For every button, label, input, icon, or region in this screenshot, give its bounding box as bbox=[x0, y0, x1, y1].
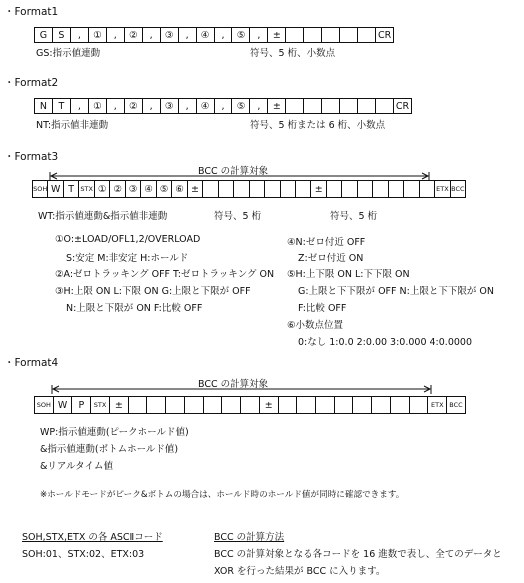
ascii-heading: SOH,STX,ETX の各 ASCⅡコード bbox=[22, 532, 163, 543]
format1-cell: ② bbox=[125, 28, 143, 42]
format3-cell: STX bbox=[79, 181, 94, 197]
format2-cell: ③ bbox=[161, 99, 179, 113]
format4-cell bbox=[166, 397, 185, 413]
format3-note-11: ⑥小数点位置 bbox=[287, 320, 344, 331]
format4-cell bbox=[204, 397, 223, 413]
format1-cell: ± bbox=[268, 28, 286, 42]
format1-frame bbox=[34, 27, 394, 43]
format3-cell: ± bbox=[311, 181, 326, 197]
format1-cell bbox=[286, 28, 304, 42]
format4-cell bbox=[391, 397, 410, 413]
format2-cell: , bbox=[71, 99, 89, 113]
format3-frame bbox=[32, 180, 466, 198]
format2-cell: , bbox=[215, 99, 233, 113]
format1-cell: G bbox=[35, 28, 53, 42]
format1-cell bbox=[340, 28, 358, 42]
format3-cell: ⑤ bbox=[157, 181, 172, 197]
format3-cell: W bbox=[48, 181, 63, 197]
format4-cell: ETX bbox=[428, 397, 447, 413]
format2-title: ・Format2 bbox=[4, 77, 59, 89]
format1-cell: , bbox=[215, 28, 233, 42]
format2-cell bbox=[358, 99, 376, 113]
format1-cell: , bbox=[179, 28, 197, 42]
format1-title: ・Format1 bbox=[4, 6, 59, 18]
format3-cell: ETX bbox=[435, 181, 450, 197]
format3-cell: ④ bbox=[141, 181, 156, 197]
format1-desc-right: 符号、5 桁、小数点 bbox=[250, 48, 336, 59]
format3-cell bbox=[420, 181, 435, 197]
format3-cell: ⑥ bbox=[172, 181, 187, 197]
format3-cell bbox=[265, 181, 280, 197]
format3-cell bbox=[389, 181, 404, 197]
format4-cell bbox=[129, 397, 148, 413]
format3-note-1: ①O:±LOAD/OFL1,2/OVERLOAD bbox=[55, 234, 201, 245]
ascii-values: SOH:01、STX:02、ETX:03 bbox=[22, 549, 145, 560]
format1-cell: , bbox=[107, 28, 125, 42]
format4-cell: STX bbox=[91, 397, 110, 413]
format1-cell: , bbox=[250, 28, 268, 42]
format2-cell: ④ bbox=[197, 99, 215, 113]
format2-cell: ± bbox=[268, 99, 286, 113]
format4-cell bbox=[185, 397, 204, 413]
format2-cell: , bbox=[143, 99, 161, 113]
format1-cell: ④ bbox=[197, 28, 215, 42]
format4-cell bbox=[297, 397, 316, 413]
format1-cell bbox=[304, 28, 322, 42]
format3-cell bbox=[281, 181, 296, 197]
format4-cell bbox=[147, 397, 166, 413]
format3-note-9: G:上限と下下限が OFF N:上限と下下限が ON bbox=[298, 286, 494, 297]
format4-bcc-label: BCC の計算対象 bbox=[198, 379, 269, 390]
format4-cell bbox=[316, 397, 335, 413]
format2-frame bbox=[34, 98, 412, 114]
format3-note-6: ④N:ゼロ付近 OFF bbox=[287, 237, 366, 248]
format3-cell bbox=[219, 181, 234, 197]
format3-cell: SOH bbox=[33, 181, 48, 197]
format2-cell: ⑤ bbox=[232, 99, 250, 113]
format3-cell: ③ bbox=[126, 181, 141, 197]
format4-note-3: &リアルタイム値 bbox=[40, 461, 113, 472]
format1-cell: ⑤ bbox=[232, 28, 250, 42]
format3-cell bbox=[327, 181, 342, 197]
format4-cell bbox=[353, 397, 372, 413]
format4-note-1: WP:指示値連動(ピークホールド値) bbox=[40, 427, 189, 438]
format2-cell bbox=[286, 99, 304, 113]
format3-title: ・Format3 bbox=[4, 151, 59, 163]
format3-note-2: S:安定 M:非安定 H:ホールド bbox=[66, 253, 189, 264]
format1-desc-left: GS:指示値連動 bbox=[36, 48, 101, 59]
format3-note-5: N:上限と下限が ON F:比較 OFF bbox=[66, 303, 203, 314]
format4-footnote: ※ホールドモードがピーク&ボトムの場合は、ホールド時のホールド値が同時に確認できます。 bbox=[40, 490, 405, 500]
format3-cell bbox=[404, 181, 419, 197]
format3-cell: ② bbox=[110, 181, 125, 197]
format2-cell: CR bbox=[395, 100, 410, 112]
format3-bcc-label: BCC の計算対象 bbox=[198, 166, 269, 177]
format3-desc-right: 符号、5 桁 bbox=[330, 211, 378, 222]
format3-cell bbox=[250, 181, 265, 197]
format2-cell bbox=[340, 99, 358, 113]
bcc-method-line-2: XOR を行った結果が BCC に入ります。 bbox=[214, 566, 386, 577]
format1-cell: , bbox=[143, 28, 161, 42]
format2-cell bbox=[322, 99, 340, 113]
format1-cell bbox=[358, 28, 376, 42]
format3-note-12: 0:なし 1:0.0 2:0.00 3:0.000 4:0.0000 bbox=[298, 337, 473, 348]
format3-cell bbox=[234, 181, 249, 197]
format3-cell bbox=[296, 181, 311, 197]
format2-cell: ② bbox=[125, 99, 143, 113]
format3-note-10: F:比較 OFF bbox=[298, 303, 347, 314]
format4-cell: W bbox=[54, 397, 73, 413]
format4-cell bbox=[335, 397, 354, 413]
format4-bcc-range-arrow bbox=[52, 385, 432, 395]
format2-cell: T bbox=[53, 99, 71, 113]
format3-note-8: ⑤H:上下限 ON L:下下限 ON bbox=[287, 269, 410, 280]
format3-cell: BCC bbox=[451, 185, 465, 193]
format4-cell: SOH bbox=[35, 397, 54, 413]
format3-cell: ① bbox=[95, 181, 110, 197]
format3-cell bbox=[342, 181, 357, 197]
format4-note-2: &指示値連動(ボトムホールド値) bbox=[40, 444, 179, 455]
format4-cell: ± bbox=[110, 397, 129, 413]
format2-cell: N bbox=[35, 99, 53, 113]
format1-cell: , bbox=[71, 28, 89, 42]
format2-desc-left: NT:指示値非連動 bbox=[36, 120, 109, 131]
format2-cell: , bbox=[179, 99, 197, 113]
format1-cell: ① bbox=[89, 28, 107, 42]
format4-cell: ± bbox=[260, 397, 279, 413]
bcc-method-heading: BCC の計算方法 bbox=[214, 532, 285, 543]
format4-cell bbox=[372, 397, 391, 413]
format4-cell: P bbox=[72, 397, 91, 413]
format3-note-3: ②A:ゼロトラッキング OFF T:ゼロトラッキング ON bbox=[55, 269, 275, 280]
format3-desc-mid: 符号、5 桁 bbox=[214, 211, 262, 222]
format2-cell bbox=[304, 99, 322, 113]
format4-cell bbox=[241, 397, 260, 413]
format3-cell bbox=[373, 181, 388, 197]
format2-desc-right: 符号、5 桁または 6 桁、小数点 bbox=[250, 120, 386, 131]
format3-note-4: ③H:上限 ON L:下限 ON G:上限と下限が OFF bbox=[55, 286, 251, 297]
format4-frame bbox=[34, 396, 466, 414]
format4-title: ・Format4 bbox=[4, 357, 59, 369]
format3-note-7: Z:ゼロ付近 ON bbox=[298, 253, 364, 264]
format3-desc-left: WT:指示値連動&指示値非連動 bbox=[38, 211, 168, 222]
format2-cell bbox=[376, 99, 394, 113]
format4-cell bbox=[410, 397, 429, 413]
format1-cell: ③ bbox=[161, 28, 179, 42]
format4-cell bbox=[279, 397, 298, 413]
format3-cell: T bbox=[64, 181, 79, 197]
format3-cell: ± bbox=[188, 181, 203, 197]
format1-cell bbox=[322, 28, 340, 42]
format3-cell bbox=[358, 181, 373, 197]
format2-cell: ① bbox=[89, 99, 107, 113]
format1-cell: S bbox=[53, 28, 71, 42]
format4-cell: BCC bbox=[449, 401, 463, 409]
bcc-method-line-1: BCC の計算対象となる各コードを 16 進数で表し、全てのデータと bbox=[214, 549, 502, 560]
format3-cell bbox=[203, 181, 218, 197]
format1-cell: CR bbox=[377, 29, 392, 41]
format4-cell bbox=[222, 397, 241, 413]
format2-cell: , bbox=[250, 99, 268, 113]
format2-cell: , bbox=[107, 99, 125, 113]
